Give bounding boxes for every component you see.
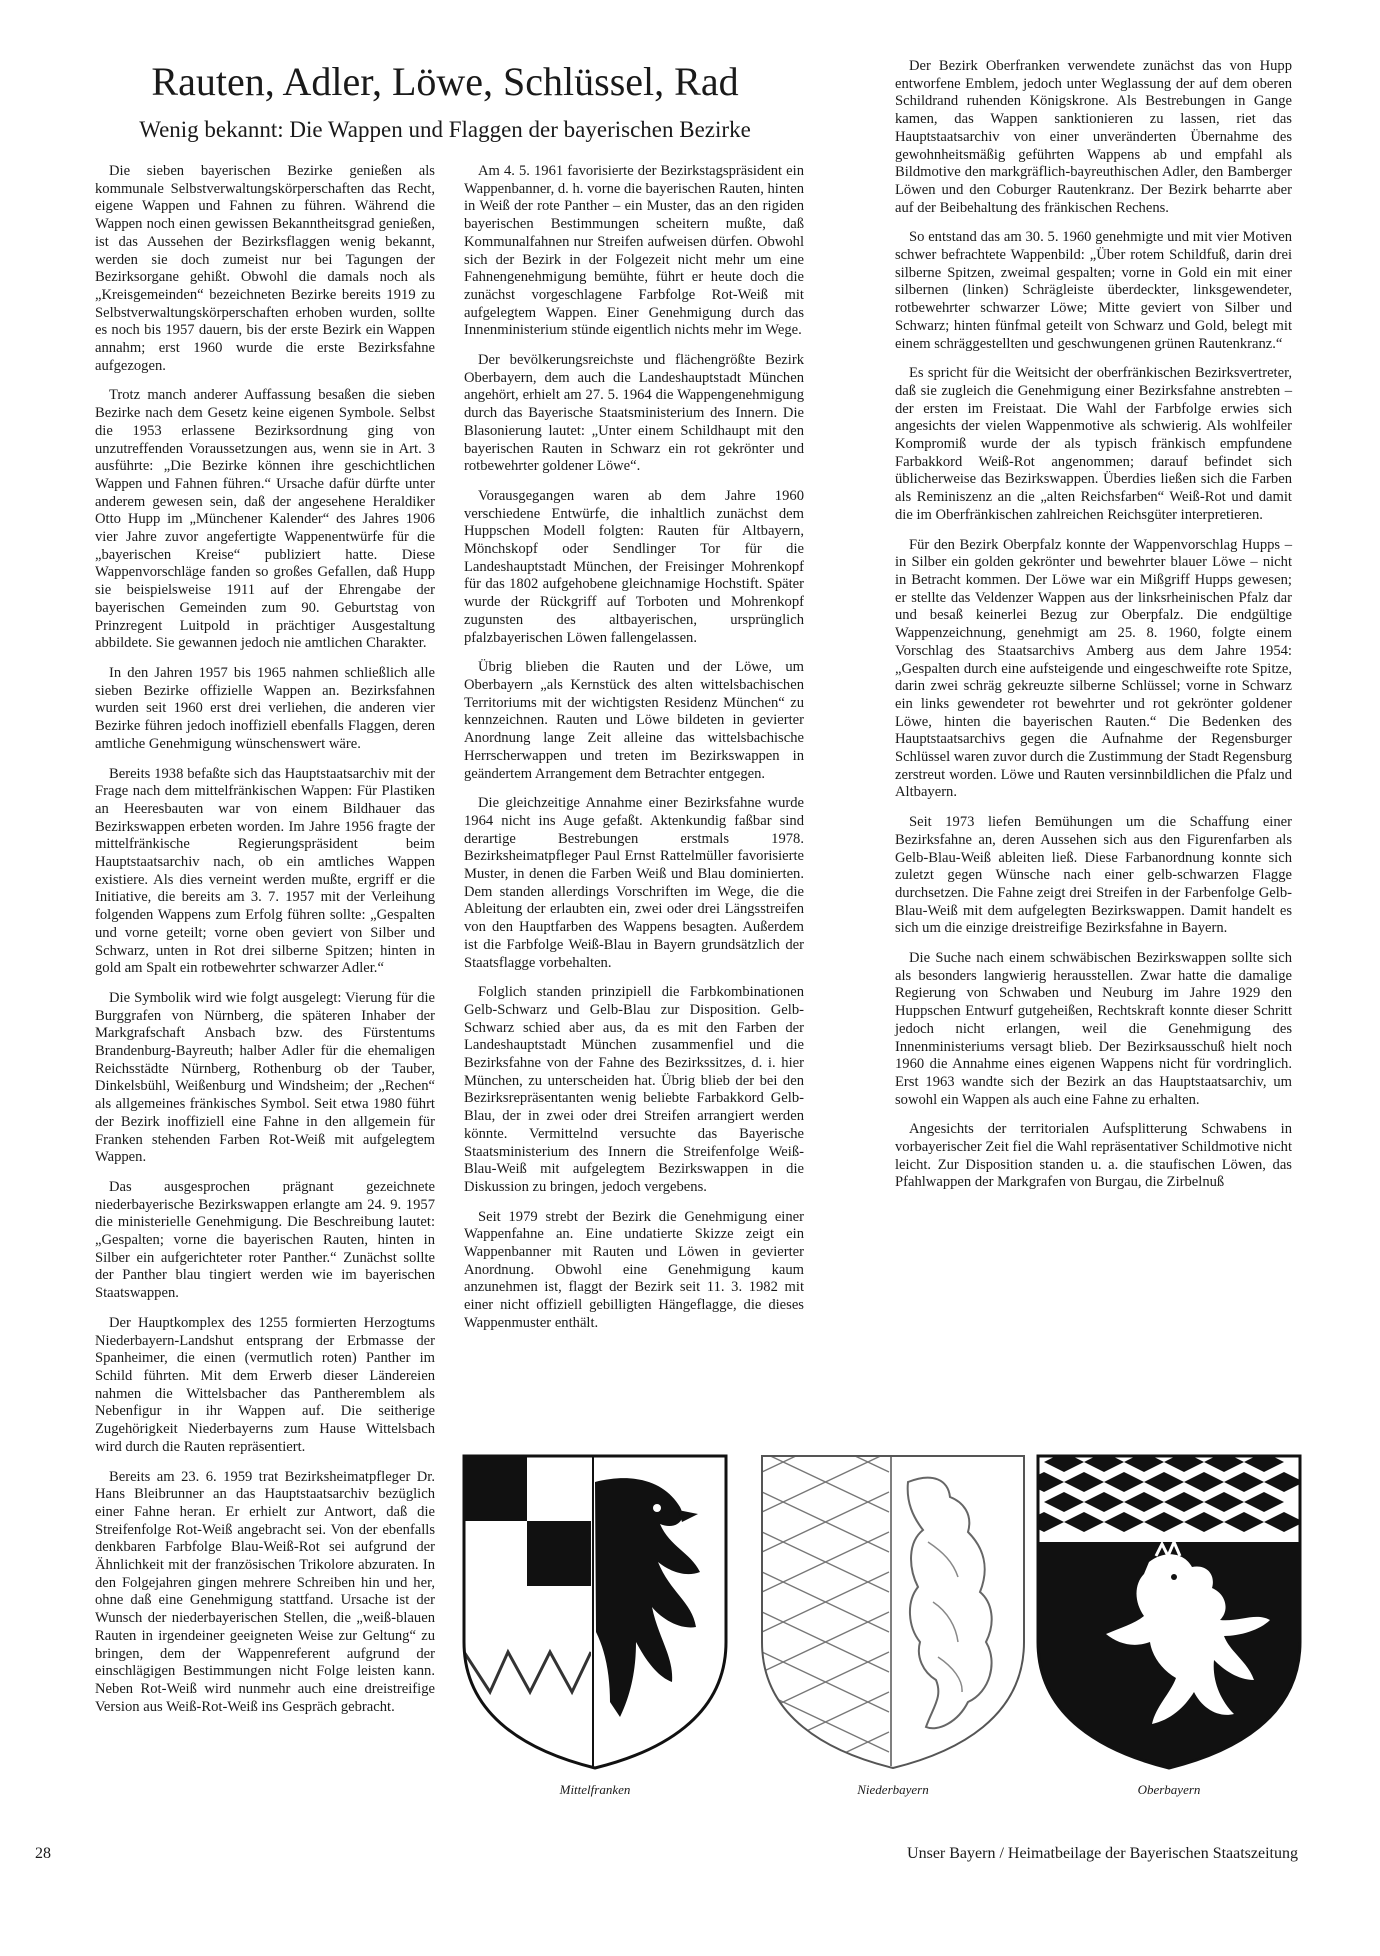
page-number: 28 [35, 1845, 51, 1862]
niederbayern-coat-of-arms [758, 1452, 1028, 1772]
paragraph: Die Symbolik wird wie folgt ausgelegt: Vierung für die Burggrafen von Nürnberg, die späteren Inhaber der Markgrafschaft Ansbach bzw. des Fürstentums Brandenburg-Bayreuth; halber Adler für die ehemaligen Reichsstädte Nürnberg, Rothenburg ob der Tauber, Dinkelsbühl, Weißenburg und Windsheim; der „Rechen“ als allgemeines fränkisches Symbol. Seit etwa 1980 führt der Bezirk inoffiziell eine Fahne in den allgemein für Franken stehenden Farben Rot-Weiß mit aufgelegtem Wappen. [95, 989, 435, 1166]
paragraph: So entstand das am 30. 5. 1960 genehmigte und mit vier Motiven schwer befrachtete Wappenbild: „Über rotem Schildfuß, darin drei silberne Spitzen, zweimal gespalten; vorne in Gold ein mit einer silbernen (linken) Schrägleiste überdeckter, linksgewendeter, rotbewehrter schwarzer Löwe; Mitte geviert von Silber und Schwarz; hinten fünfmal geteilt von Schwarz und Gold, belegt mit einem schräggestellten und geschwungenen grünen Rautenkranz.“ [895, 229, 1292, 352]
column-3 [895, 58, 1292, 1204]
paragraph: Die gleichzeitige Annahme einer Bezirksfahne wurde 1964 nicht ins Auge gefaßt. Aktenkundig faßbar sind derartige Bestrebungen erstmals 1978. Bezirksheimatpfleger Paul Ernst Rattelmüller favorisierte Muster, in denen die Farben Weiß und Blau dominierten. Dem standen allerdings Vorschriften im Wege, die die Ableitung der erlaubten ein, zwei oder drei Längsstreifen von den Hauptfarben des Wappens besagten. Außerdem ist die Farbfolge Weiß-Blau in Bayern grundsätzlich der Staatsflagge vorbehalten. [464, 795, 804, 971]
paragraph: Folglich standen prinzipiell die Farbkombinationen Gelb-Schwarz und Gelb-Blau zur Disposition. Gelb-Schwarz schied aber aus, da es mit den Farben der Landeshauptstadt München zusammenfiel und die Bezirksfahne von der Fahne des Bezirkssitzes, d. i. hier München, zu unterscheiden hat. Übrig blieb der bei den Bezirksrepräsentanten wenig beliebte Farbakkord Gelb-Blau, der in zwei oder drei Streifen arrangiert werden könnte. Vermittelnd versuchte das Bayerische Staatsministerium des Innern die Streifenfolge Weiß-Blau-Weiß mit aufgelegtem Bezirkswappen in die Diskussion zu bringen, jedoch vergebens. [464, 984, 804, 1195]
oberbayern-coat-of-arms [1034, 1452, 1304, 1772]
paragraph: Für den Bezirk Oberpfalz konnte der Wappenvorschlag Hupps – in Silber ein golden gekrönter und bewehrter blauer Löwe – nicht in Betracht kommen. Der Löwe war ein Mißgriff Hupps gewesen; er stellte das Veldenzer Wappen aus der linksrheinischen Pfalz dar und besaß keinerlei Bezug zur Oberpfalz. Die endgültige Wappenzeichnung, genehmigt am 25. 8. 1960, folgte einem Vorschlag des Staatsarchivs Amberg aus dem Jahre 1954: „Gespalten durch eine aufsteigende und eingeschweifte rote Spitze, darin zwei schräg gekreuzte silberne Schlüssel; vorne in Schwarz ein links gewendeter rot bewehrter und rot gekrönter goldener Löwe, hinten die bayerischen Rauten.“ Die Bedenken des Hauptstaatsarchivs gegen die Aufnahme der Regensburger Schlüssel waren zuvor durch die Zustimmung der Stadt Regensburg zerstreut worden. Löwe und Rauten versinnbildlichen die Pfalz und Altbayern. [895, 536, 1292, 801]
publication-source: Unser Bayern / Heimatbeilage der Bayerischen Staatszeitung [907, 1845, 1298, 1862]
caption-mittelfranken: Mittelfranken [559, 1782, 631, 1797]
paragraph: Der Bezirk Oberfranken verwendete zunächst das von Hupp entworfene Emblem, jedoch unter Weglassung der auf dem oberen Schildrand ruhenden Königskrone. Als Bestrebungen in Gange kamen, das Wappen sanktionieren zu lassen, riet das Hauptstaatsarchiv von einer unveränderten Übernahme des gewohnheitsmäßig geführten Wappens ab und empfahl als Bildmotive den markgräflich-bayreuthischen Adler, den Bamberger Löwen und den Coburger Rautenkranz. Der Bezirk beharrte aber auf der Beibehaltung des fränkischen Rechens. [895, 58, 1292, 216]
column-1 [95, 163, 435, 1728]
paragraph: Übrig blieben die Rauten und der Löwe, um Oberbayern „als Kernstück des alten wittelsbachischen Territoriums mit der wichtigsten Residenz München“ zu kennzeichnen. Rauten und Löwe bildeten in gevierter Anordnung lange Zeit alleine das wittelsbachische Herrscherwappen und treten im Bezirkswappen in geändertem Arrangement dem Betrachter entgegen. [464, 659, 804, 782]
paragraph: Am 4. 5. 1961 favorisierte der Bezirkstagspräsident ein Wappenbanner, d. h. vorne die bayerischen Rauten, hinten in Weiß der rote Panther – ein Muster, das an den rigiden bayerischen Bestimmungen scheitern mußte, daß Kommunalfahnen nur Streifen aufweisen dürfen. Obwohl sich der Bezirk in der Folgezeit nicht mehr um eine Fahnengenehmigung bemühte, führt er heute doch die zunächst vorgeschlagene Farbfolge Rot-Weiß mit aufgelegtem Wappen. Einer Genehmigung durch das Innenministerium stünde eigentlich nichts mehr im Wege. [464, 163, 804, 339]
paragraph: Es spricht für die Weitsicht der oberfränkischen Bezirksvertreter, daß sie zugleich die Genehmigung einer Bezirksfahne anstrebten – der ersten im Freistaat. Die Wahl der Farbfolge erwies sich angesichts der vielen Wappenmotive als schwierig. Als wohlfeiler Kompromiß wurde der als typisch fränkisch empfundene Farbakkord Weiß-Rot angenommen; darauf befindet sich üblicherweise das Bezirkswappen. Überdies ließen sich die Farben als Reminiszenz an die „alten Reichsfarben“ Weiß-Rot und damit die im Oberfränkischen zahlreichen Reichsgüter interpretieren. [895, 365, 1292, 523]
paragraph: Seit 1979 strebt der Bezirk die Genehmigung einer Wappenfahne an. Eine undatierte Skizze zeigt ein Wappenbanner mit Rauten und Löwen in gevierter Anordnung. Obwohl eine Genehmigung kaum anzunehmen ist, flaggt der Bezirk seit 11. 3. 1982 mit einer nicht offiziell gebilligten Hängeflagge, die dieses Wappenmuster enthält. [464, 1208, 804, 1331]
column-2 [464, 163, 804, 1345]
paragraph: Seit 1973 liefen Bemühungen um die Schaffung einer Bezirksfahne an, deren Aussehen sich aus den Figurenfarben als Gelb-Blau-Weiß ableiten ließ. Diese Farbanordnung konnte sich zuletzt gegen Wünsche nach einer gelb-schwarzen Flagge durchsetzen. Die Fahne zeigt drei Streifen in der Farbenfolge Gelb-Blau-Weiß mit dem aufgelegten Bezirkswappen. Damit handelt es sich um die einzige dreistreifige Bezirksfahne in Bayern. [895, 814, 1292, 937]
caption-oberbayern: Oberbayern [1137, 1782, 1201, 1797]
paragraph: Bereits 1938 befaßte sich das Hauptstaatsarchiv mit der Frage nach dem mittelfränkischen Wappen: Für Plastiken an Heeresbauten war von einem Bildhauer das Bezirkswappen erbeten worden. Im Jahre 1956 fragte der mittelfränkische Regierungspräsident beim Hauptstaatsarchiv nach, ob ein amtliches Wappen existiere. Als dies verneint werden mußte, ergriff er die Initiative, die bereits am 3. 7. 1957 mit der Verleihung folgenden Wappens zum Erfolg führen sollte: „Gespalten und vorne geteilt; vorne oben geviert von Silber und Schwarz, unten in Rot drei silberne Spitzen; hinten in gold am Spalt ein rotbewehrter schwarzer Adler.“ [95, 765, 435, 977]
paragraph: Bereits am 23. 6. 1959 trat Bezirksheimatpfleger Dr. Hans Bleibrunner an das Hauptstaatsarchiv bezüglich einer Fahne heran. Er erhielt zur Antwort, daß die Streifenfolge Rot-Weiß angebracht sei. Von der ebenfalls denkbaren Farbfolge Blau-Weiß-Rot sei aufgrund der Ähnlichkeit mit der französischen Trikolore abzuraten. In den Folgejahren gingen mehrere Schreiben hin und her, ohne daß eine Genehmigung stattfand. Ursache ist der Wunsch der niederbayerischen Stellen, die „weiß-blauen Rauten in irgendeiner geeigneten Weise zur Geltung“ zu bringen, dem der Wappenreferent aufgrund der einschlägigen Bestimmungen nicht Folge leisten kann. Neben Rot-Weiß wird nunmehr auch eine dreistreifige Version aus Weiß-Rot-Weiß ins Gespräch gebracht. [95, 1468, 435, 1715]
caption-niederbayern: Niederbayern [857, 1782, 929, 1797]
paragraph: Angesichts der territorialen Aufsplitterung Schwabens in vorbayerischer Zeit fiel die Wahl repräsentativer Schildmotive nicht leicht. Zur Disposition standen u. a. die staufischen Löwen, das Pfahlwappen der Markgrafen von Burgau, die Zirbelnuß [895, 1121, 1292, 1191]
paragraph: Vorausgegangen waren ab dem Jahre 1960 verschiedene Entwürfe, die inhaltlich zunächst dem Huppschen Modell folgten: Rauten für Altbayern, Mönchskopf oder Sendlinger Tor für die Landeshauptstadt München, der Freisinger Mohrenkopf für das 1802 aufgehobene gleichnamige Hochstift. Später wurde der Rückgriff auf Torboten und Mohrenkopf zugunsten des altbayerischen, ursprünglich pfalzbayerischen Löwen fallengelassen. [464, 487, 804, 646]
article-title: Rauten, Adler, Löwe, Schlüssel, Rad [151, 59, 739, 104]
paragraph: Die Suche nach einem schwäbischen Bezirkswappen sollte sich als besonders langwierig herausstellen. Zwar hatte die damalige Regierung von Schwaben und Neuburg im Jahre 1929 den Huppschen Entwurf gutgeheißen, Rechtskraft konnte dieser Schritt jedoch nicht erlangen, weil die Genehmigung des Innenministeriums versagt blieb. Der Bezirksausschuß hielt noch 1960 die Annahme eines eigenen Wappens nicht für vordringlich. Erst 1963 wandte sich der Bezirk an das Hauptstaatsarchiv, um sowohl ein Wappen als auch eine Fahne zu erhalten. [895, 950, 1292, 1108]
paragraph: In den Jahren 1957 bis 1965 nahmen schließlich alle sieben Bezirke offizielle Wappen an. Bezirksfahnen wurden seit 1960 erst drei verliehen, die anderen vier Bezirke führen jedoch inoffiziell ebenfalls Flaggen, deren amtliche Genehmigung wünschenswert wäre. [95, 664, 435, 752]
mittelfranken-coat-of-arms [460, 1452, 730, 1772]
paragraph: Die sieben bayerischen Bezirke genießen als kommunale Selbstverwaltungskörperschaften das Recht, eigene Wappen und Fahnen zu führen. Während die Wappen noch einen gewissen Bekanntheitsgrad genießen, ist das Aussehen der Bezirksflaggen wenig bekannt, werden sie doch zumeist nur bei Tagungen der Bezirksorgane gehißt. Obwohl die damals noch als „Kreisgemeinden“ bezeichneten Bezirke bereits 1919 zu Selbstverwaltungskörperschaften erhoben wurden, sollte es noch bis 1957 dauern, bis der erste Bezirk ein Wappen annahm; erst 1960 wurde die erste Bezirksfahne aufgezogen. [95, 163, 435, 374]
paragraph: Der bevölkerungsreichste und flächengrößte Bezirk Oberbayern, dem auch die Landeshauptstadt München angehört, erhielt am 27. 5. 1964 die Wappengenehmigung durch das Bayerische Staatsministerium des Innern. Die Blasonierung lautet: „Unter einem Schildhaupt mit den bayerischen Rauten in Schwarz ein rot gekrönter und rotbewehrter goldener Löwe“. [464, 352, 804, 475]
paragraph: Trotz manch anderer Auffassung besaßen die sieben Bezirke nach dem Gesetz keine eigenen Symbole. Selbst die 1953 erlassene Bezirksordnung ging von unzutreffenden Voraussetzungen aus, wenn sie in Art. 3 ausführte: „Die Bezirke können ihre geschichtlichen Wappen und Fahnen führen.“ Ursache dafür dürfte unter anderem gewesen sein, daß der angesehene Heraldiker Otto Hupp im „Münchener Kalender“ des Jahres 1906 vier Jahre zuvor angefertigte Wappenentwürfe für die „bayerischen Kreise“ publiziert hatte. Diese Wappenvorschläge fanden so großes Gefallen, daß Hupp sie beispielsweise 1911 auf der Ehrengabe der bayerischen Gemeinden zum 90. Geburtstag von Prinzregent Luitpold in prächtiger Ausgestaltung abbildete. Sie gewannen jedoch nie amtlichen Charakter. [95, 387, 435, 652]
paragraph: Das ausgesprochen prägnant gezeichnete niederbayerische Bezirkswappen erlangte am 24. 9. 1957 die ministerielle Genehmigung. Die Beschreibung lautet: „Gespalten; vorne die bayerischen Rauten, hinten in Silber ein aufgerichteter roter Panther.“ Zunächst sollte der Panther blau tingiert werden wie im bayerischen Staatswappen. [95, 1178, 435, 1302]
article-subtitle: Wenig bekannt: Die Wappen und Flaggen der bayerischen Bezirke [139, 117, 751, 142]
paragraph: Der Hauptkomplex des 1255 formierten Herzogtums Niederbayern-Landshut entsprang der Erbmasse der Spanheimer, die einen (vermutlich roten) Panther im Schild führten. Mit dem Erwerb dieser Ländereien nahmen die Wittelsbacher das Pantheremblem als Nebenfigur in ihr Wappen auf. Die seitherige Zugehörigkeit Niederbayerns zum Hause Wittelsbach wird durch die Rauten repräsentiert. [95, 1314, 435, 1455]
